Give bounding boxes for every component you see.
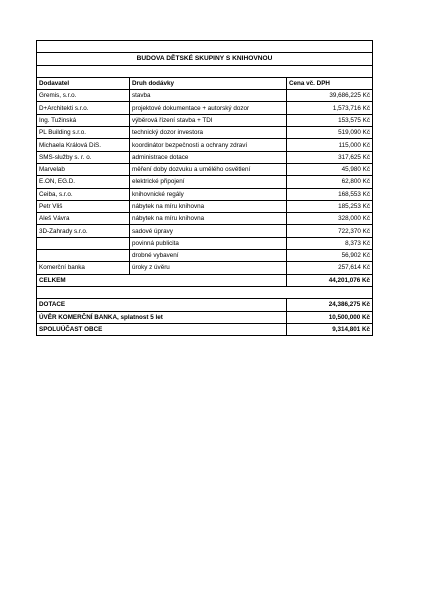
table-row (37, 139, 373, 151)
type-cell: stavba (130, 90, 287, 102)
supplier-cell: 3D-Zahrady s.r.o. (37, 225, 130, 237)
table-row (37, 151, 373, 163)
supplier-cell: Komerční banka (37, 262, 130, 274)
type-cell: výběrová řízení stavba + TDI (130, 114, 287, 126)
supplier-cell: D+Architekti s.r.o. (37, 102, 130, 114)
supplier-cell: Gremis, s.r.o. (37, 90, 130, 102)
title-row (37, 53, 373, 65)
type-cell: měření doby dozvuku a umělého osvětlení (130, 163, 287, 175)
price-cell: 168,553 Kč (287, 188, 373, 200)
type-cell: koordinátor bezpečnosti a ochrany zdraví (130, 139, 287, 151)
supplier-cell: Ceiba, s.r.o. (37, 188, 130, 200)
cost-table (36, 40, 373, 336)
celkem-row (37, 274, 373, 286)
table-row (37, 90, 373, 102)
table-row (37, 188, 373, 200)
spoluucast-row (37, 323, 373, 335)
price-cell: 1,573,716 Kč (287, 102, 373, 114)
price-cell: 722,370 Kč (287, 225, 373, 237)
celkem-label: CELKEM (37, 274, 287, 286)
price-cell: 257,614 Kč (287, 262, 373, 274)
price-cell: 317,625 Kč (287, 151, 373, 163)
blank-row (37, 65, 373, 77)
uver-label: ÚVĚR KOMERČNÍ BANKA, splatnost 5 let (37, 311, 287, 323)
supplier-cell: Michaela Králová DiS. (37, 139, 130, 151)
supplier-cell: Aleš Vávra (37, 213, 130, 225)
table-row (37, 102, 373, 114)
spoluucast-label: SPOLUÚČAST OBCE (37, 323, 287, 335)
uver-value: 10,500,000 Kč (287, 311, 373, 323)
type-cell: elektrické připojení (130, 176, 287, 188)
table-row (37, 176, 373, 188)
supplier-cell: Marvelab (37, 163, 130, 175)
header-type: Druh dodávky (130, 77, 287, 89)
type-cell: knihovnické regály (130, 188, 287, 200)
price-cell: 8,373 Kč (287, 237, 373, 249)
spacer-row (37, 286, 373, 298)
supplier-cell: PL Building s.r.o. (37, 127, 130, 139)
price-cell: 328,000 Kč (287, 213, 373, 225)
table-row (37, 213, 373, 225)
table-row (37, 127, 373, 139)
table-row (37, 262, 373, 274)
dotace-row (37, 299, 373, 311)
type-cell: projektové dokumentace + autorský dozor (130, 102, 287, 114)
header-price: Cena vč. DPH (287, 77, 373, 89)
type-cell: nábytek na míru knihovna (130, 200, 287, 212)
price-cell: 45,980 Kč (287, 163, 373, 175)
price-cell: 185,253 Kč (287, 200, 373, 212)
spoluucast-value: 9,314,801 Kč (287, 323, 373, 335)
type-cell: nábytek na míru knihovna (130, 213, 287, 225)
price-cell: 519,090 Kč (287, 127, 373, 139)
table-row (37, 114, 373, 126)
type-cell: administrace dotace (130, 151, 287, 163)
type-cell: povinná publicita (130, 237, 287, 249)
price-cell: 56,902 Kč (287, 250, 373, 262)
blank-row (37, 41, 373, 53)
dotace-label: DOTACE (37, 299, 287, 311)
price-cell: 39,686,225 Kč (287, 90, 373, 102)
supplier-cell: Ing. Tužinská (37, 114, 130, 126)
price-cell: 115,000 Kč (287, 139, 373, 151)
type-cell: sadové úpravy (130, 225, 287, 237)
supplier-cell (37, 237, 130, 249)
table-row (37, 250, 373, 262)
table-row (37, 225, 373, 237)
price-cell: 62,800 Kč (287, 176, 373, 188)
header-row (37, 77, 373, 89)
type-cell: drobné vybavení (130, 250, 287, 262)
supplier-cell: SMS-služby s. r. o. (37, 151, 130, 163)
celkem-value: 44,201,076 Kč (287, 274, 373, 286)
table-row (37, 200, 373, 212)
header-supplier: Dodavatel (37, 77, 130, 89)
type-cell: technický dozor investora (130, 127, 287, 139)
supplier-cell: E.ON, EG.D. (37, 176, 130, 188)
type-cell: úroky z úvěru (130, 262, 287, 274)
table-row (37, 163, 373, 175)
dotace-value: 24,386,275 Kč (287, 299, 373, 311)
table-title: BUDOVA DĚTSKÉ SKUPINY S KNIHOVNOU (37, 53, 373, 65)
price-cell: 153,575 Kč (287, 114, 373, 126)
supplier-cell (37, 250, 130, 262)
table-row (37, 237, 373, 249)
uver-row (37, 311, 373, 323)
supplier-cell: Petr Vliš (37, 200, 130, 212)
